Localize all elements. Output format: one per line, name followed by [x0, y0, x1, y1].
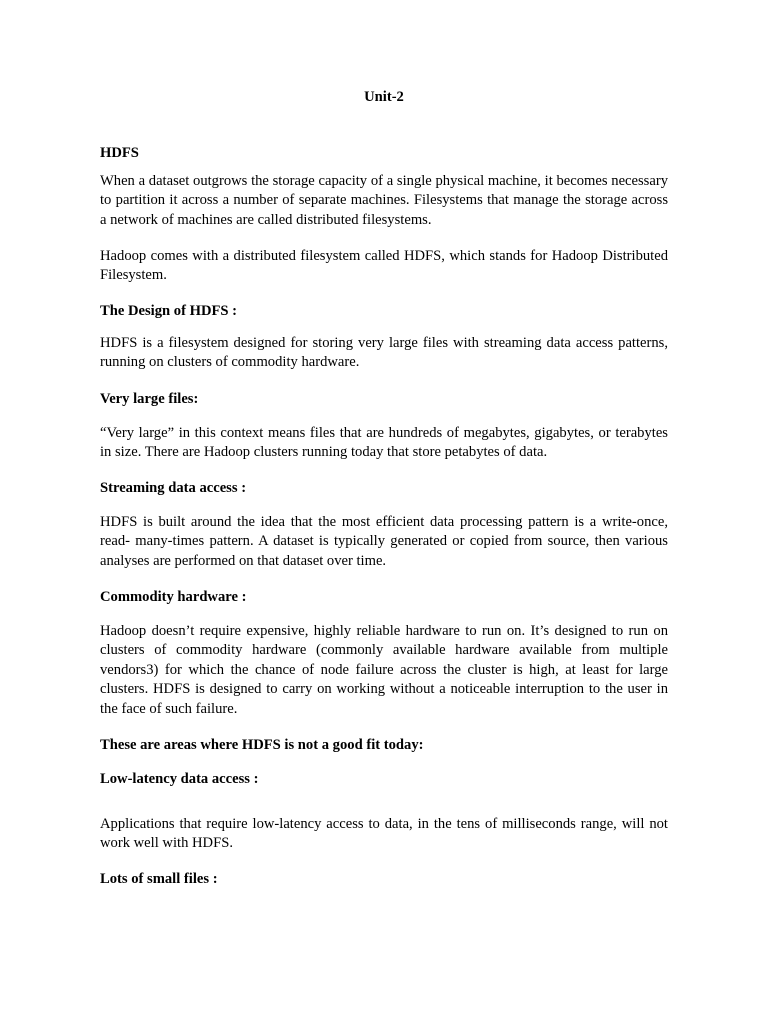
paragraph-hdfs-definition: Hadoop comes with a distributed filesystem called HDFS, which stands for Hadoop Distributed Filesystem. [100, 248, 668, 284]
heading-design-of-hdfs: The Design of HDFS : [100, 303, 238, 319]
page-title: Unit-2 [364, 89, 404, 105]
heading-very-large-files: Very large files: [100, 391, 199, 407]
paragraph-design-of-hdfs: HDFS is a filesystem designed for storing very large files with streaming data access patterns, running on clusters of commodity hardware. [100, 335, 668, 371]
paragraph-low-latency-data-access: Applications that require low-latency access to data, in the tens of milliseconds range, will not work well with HDFS. [100, 816, 668, 852]
paragraph-commodity-hardware: Hadoop doesn’t require expensive, highly reliable hardware to run on. It’s designed to run on clusters of commodity hardware (commonly available hardware available from multiple vendors3) for which the chance of node failure across the cluster is high, at least for large clusters. HDFS is designed to carry on working without a noticeable interruption to the user in the face of such failure. [100, 623, 668, 717]
paragraph-streaming-data-access: HDFS is built around the idea that the most efficient data processing pattern is a write-once, read- many-times pattern. A dataset is typically generated or copied from source, then various analyses are performed on that dataset over time. [100, 514, 668, 569]
paragraph-hdfs-intro: When a dataset outgrows the storage capacity of a single physical machine, it becomes necessary to partition it across a number of separate machines. Filesystems that manage the storage across a network of machines are called distributed filesystems. [100, 173, 668, 228]
heading-streaming-data-access: Streaming data access : [100, 480, 247, 496]
heading-lots-of-small-files: Lots of small files : [100, 871, 218, 887]
heading-low-latency-data-access: Low-latency data access : [100, 771, 259, 787]
paragraph-very-large-files: “Very large” in this context means files that are hundreds of megabytes, gigabytes, or terabytes in size. There are Hadoop clusters running today that store petabytes of data. [100, 425, 668, 461]
heading-not-a-good-fit: These are areas where HDFS is not a good fit today: [100, 737, 424, 753]
heading-hdfs: HDFS [100, 145, 139, 161]
heading-commodity-hardware: Commodity hardware : [100, 589, 247, 605]
